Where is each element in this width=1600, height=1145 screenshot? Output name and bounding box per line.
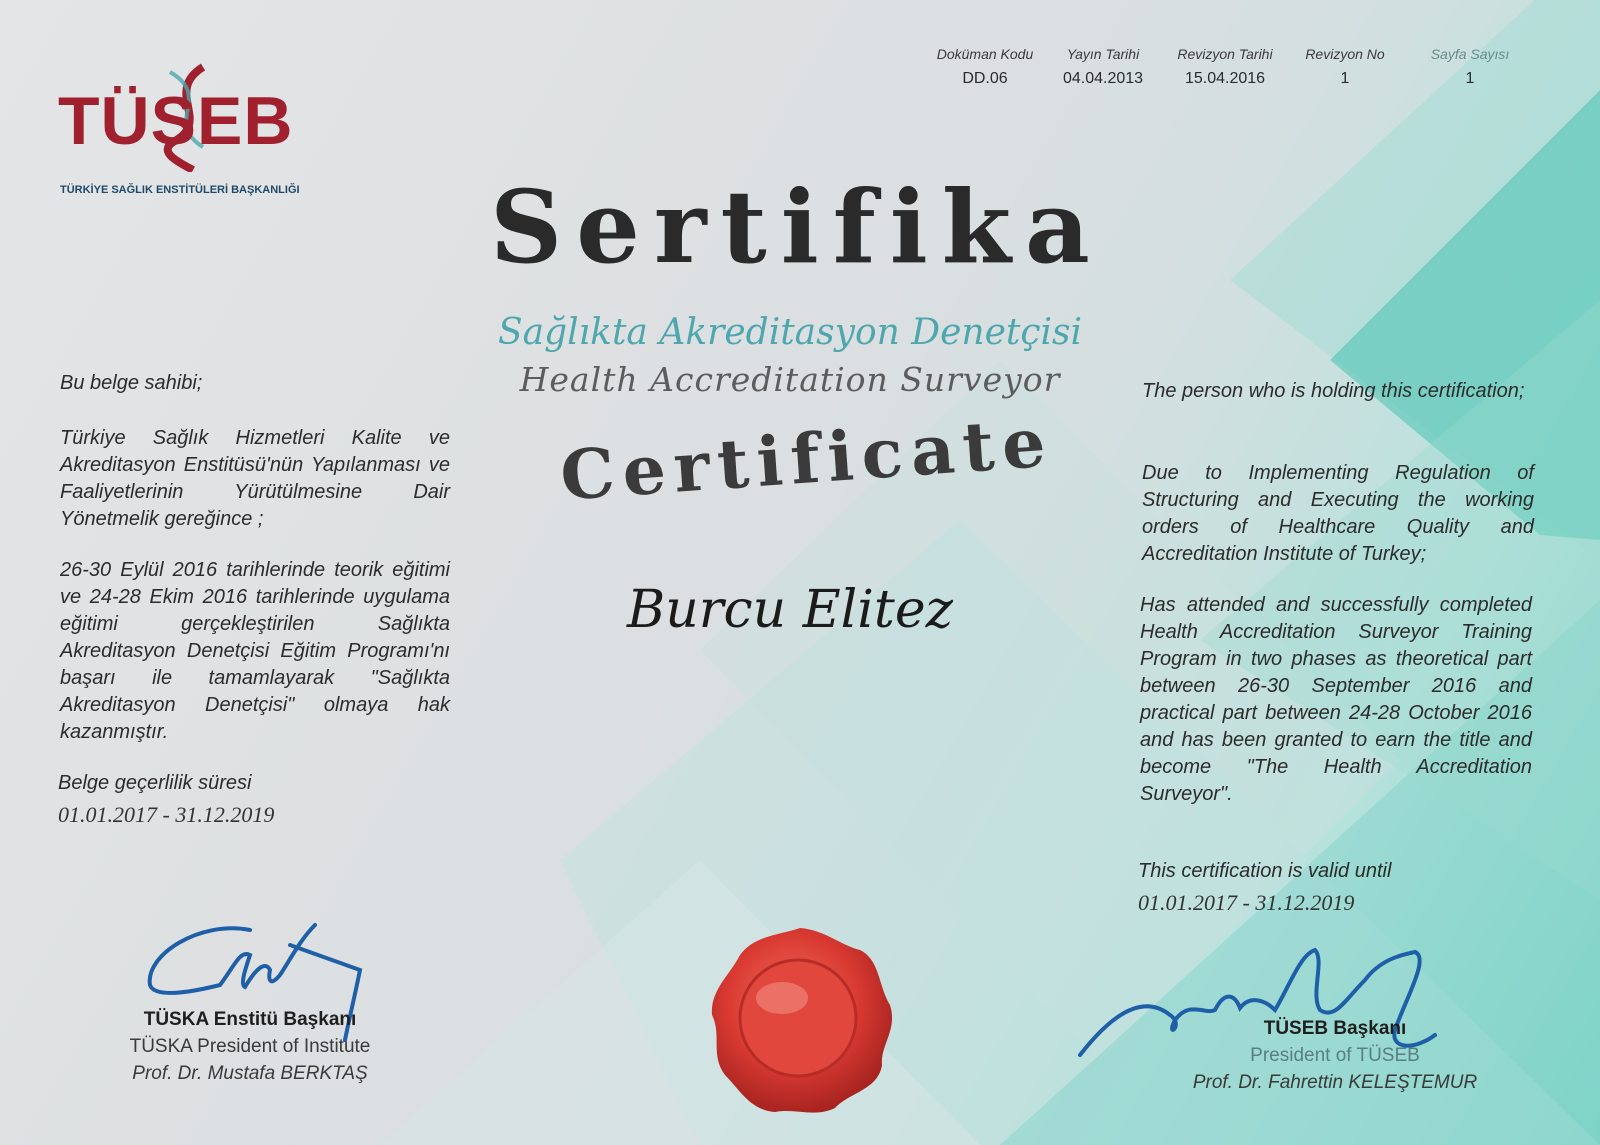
signatory-right-name: Prof. Dr. Fahrettin KELEŞTEMUR	[1192, 1072, 1478, 1093]
right-validity-dates: 01.01.2017 - 31.12.2019	[1138, 890, 1355, 915]
certificate-subtitle-en: Health Accreditation Surveyor	[519, 360, 1061, 399]
page-count-label: Sayfa Sayısı	[1430, 46, 1510, 62]
right-intro: The person who is holding this certification;	[1142, 380, 1525, 402]
doc-code-value: DD.06	[962, 70, 1008, 87]
doc-code-label: Doküman Kodu	[936, 46, 1034, 62]
revision-no-label: Revizyon No	[1305, 46, 1385, 62]
right-paragraph-2: Has attended and successfully completed Health Accreditation Surveyor Training Program in two phases as theoretical part between 26-30 September 2016 and practical part between 24-28 October 2016 and has been granted to earn the title and become "The Health Accreditation Surveyor".	[1140, 594, 1532, 805]
signatory-right	[1185, 1015, 1485, 1096]
holder-name: Burcu Elitez	[627, 580, 953, 640]
signatory-right-title-en: President of TÜSEB	[1250, 1045, 1420, 1066]
left-paragraph-2: 26-30 Eylül 2016 tarihlerinde teorik eğitimi ve 24-28 Ekim 2016 tarihlerinde uygulama eğitimi gerçekleştirilen Sağlıkta Akreditasyon Denetçisi Eğitim Programı'nı başarı ile tamamlayarak "Sağlıkta Akreditasyon Denetçisi" olmaya hak kazanmıştır.	[60, 559, 450, 743]
left-intro: Bu belge sahibi;	[60, 372, 203, 394]
certificate-subtitle-tr: Sağlıkta Akreditasyon Denetçisi	[497, 312, 1083, 353]
wax-seal-icon	[700, 920, 900, 1120]
right-validity-label: This certification is valid until	[1138, 860, 1392, 882]
signatory-left-title-tr: TÜSKA Enstitü Başkanı	[143, 1009, 357, 1030]
document-info-table	[936, 46, 1560, 106]
page-count-col	[1420, 46, 1520, 88]
logo-wordmark: TÜSEB	[58, 83, 294, 159]
publish-date-label: Yayın Tarihi	[1066, 46, 1140, 62]
right-paragraph-1: Due to Implementing Regulation of Structuring and Executing the working orders of Healthcare Quality and Accreditation Institute of Turkey;	[1142, 462, 1534, 565]
revision-date-label: Revizyon Tarihi	[1177, 46, 1273, 62]
left-validity-dates: 01.01.2017 - 31.12.2019	[58, 802, 275, 827]
revision-no-col	[1295, 46, 1395, 88]
signatory-left	[100, 1006, 400, 1087]
revision-date-col	[1160, 46, 1290, 88]
tuseb-logo	[58, 62, 308, 202]
left-paragraph-1: Türkiye Sağlık Hizmetleri Kalite ve Akreditasyon Enstitüsü'nün Yapılanması ve Faaliyetlerinin Yürütülmesine Dair Yönetmelik gereğince ;	[60, 427, 450, 530]
revision-date-value: 15.04.2016	[1184, 70, 1266, 87]
certificate-title: Sertifika	[490, 168, 1104, 286]
logo-subtitle: TÜRKİYE SAĞLIK ENSTİTÜLERİ BAŞKANLIĞI	[60, 184, 300, 196]
left-validity-label: Belge geçerlilik süresi	[58, 772, 252, 794]
signatory-left-name: Prof. Dr. Mustafa BERKTAŞ	[132, 1063, 368, 1084]
signatory-left-title-en: TÜSKA President of Institute	[129, 1036, 371, 1057]
signatory-right-title-tr: TÜSEB Başkanı	[1263, 1018, 1407, 1039]
certificate-title-en: Certificate	[557, 402, 1056, 517]
publish-date-col	[1048, 46, 1158, 88]
page-count-value: 1	[1465, 70, 1475, 87]
revision-no-value: 1	[1340, 70, 1350, 87]
doc-code-col	[930, 46, 1040, 88]
publish-date-value: 04.04.2013	[1062, 70, 1144, 87]
